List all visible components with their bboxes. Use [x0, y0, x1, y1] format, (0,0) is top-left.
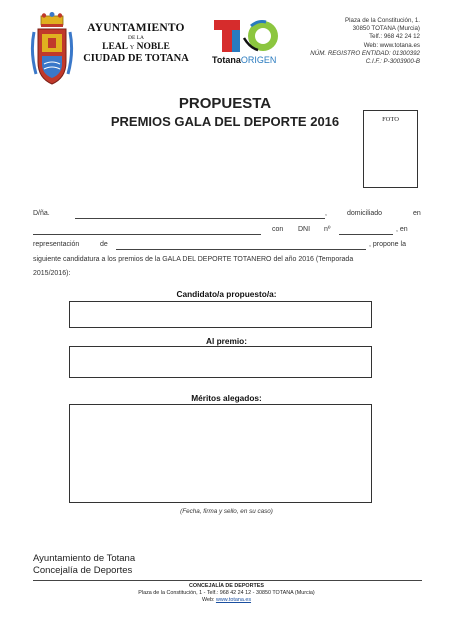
name-field[interactable]	[75, 218, 325, 219]
dni-label: DNI	[298, 226, 311, 233]
address-web: Web: www.totana.es	[363, 41, 420, 49]
footer-org-department: Concejalía de Deportes	[33, 565, 133, 576]
form-row-dni: con DNI nº , en	[33, 226, 421, 238]
coat-of-arms-icon	[30, 12, 74, 88]
representation-field[interactable]	[116, 249, 366, 250]
council-line-4: CIUDAD DE TOTANA	[83, 53, 189, 64]
footer-org-council: Ayuntamiento de Totana	[33, 553, 136, 564]
candidate-label: Candidato/a propuesto/a:	[176, 289, 277, 299]
form-row-candidature: siguiente candidatura a los premios de la GALA DEL DEPORTE TOTANERO del año 2016 (Temporada	[33, 256, 354, 263]
council-line-2: DE LA	[127, 35, 145, 41]
address-phone: Telf.: 968 42 24 12	[369, 33, 420, 41]
council-line-3: LEAL Y NOBLE	[102, 42, 170, 52]
document-title	[90, 95, 360, 129]
footer-divider	[33, 580, 422, 581]
merits-label: Méritos alegados:	[191, 393, 262, 403]
header-address	[270, 17, 420, 66]
footer-contact	[0, 583, 453, 604]
footer-web-link[interactable]: www.totana.es	[215, 597, 252, 603]
address-street: Plaza de la Constitución, 1.	[345, 17, 420, 24]
merits-box[interactable]	[69, 404, 372, 503]
address-city: 30850 TOTANA (Murcia)	[352, 25, 420, 33]
photo-box[interactable]	[363, 110, 418, 188]
name-label: D/ña.	[33, 210, 50, 217]
council-line-1: AYUNTAMIENTO	[87, 22, 185, 34]
photo-label: FOTO	[382, 116, 399, 123]
brand-wordmark: TotanaORIGEN	[212, 55, 277, 65]
footer-web: Web: www.totana.es	[201, 597, 252, 603]
form-row-name: D/ña. , domiciliado en	[33, 210, 421, 217]
footer-organization	[33, 553, 135, 577]
footer-address: Plaza de la Constitución, 1 - Telf.: 968 42 24 12 - 30850 TOTANA (Murcia)	[138, 590, 315, 596]
candidate-box[interactable]	[69, 301, 372, 328]
form-row-season: 2015/2016):	[33, 270, 71, 277]
address-cif: C.I.F.: P-3003900-B	[365, 58, 420, 66]
dni-field[interactable]	[339, 234, 393, 235]
council-name	[80, 22, 192, 64]
domicile-label: domiciliado	[347, 210, 383, 217]
award-label: Al premio:	[205, 336, 248, 346]
address-registry: NÚM. REGISTRO ENTIDAD: 01300392	[310, 49, 420, 57]
form-row-representation: representación de , propone la	[33, 241, 406, 248]
title-sub: PREMIOS GALA DEL DEPORTE 2016	[110, 114, 340, 129]
award-box[interactable]	[69, 346, 372, 378]
footer-department: CONCEJALÍA DE DEPORTES	[189, 583, 264, 589]
address-field[interactable]	[33, 234, 261, 235]
title-main: PROPUESTA	[178, 95, 272, 112]
signature-note: (Fecha, firma y sello, en su caso)	[180, 508, 273, 515]
document-header	[0, 0, 453, 95]
